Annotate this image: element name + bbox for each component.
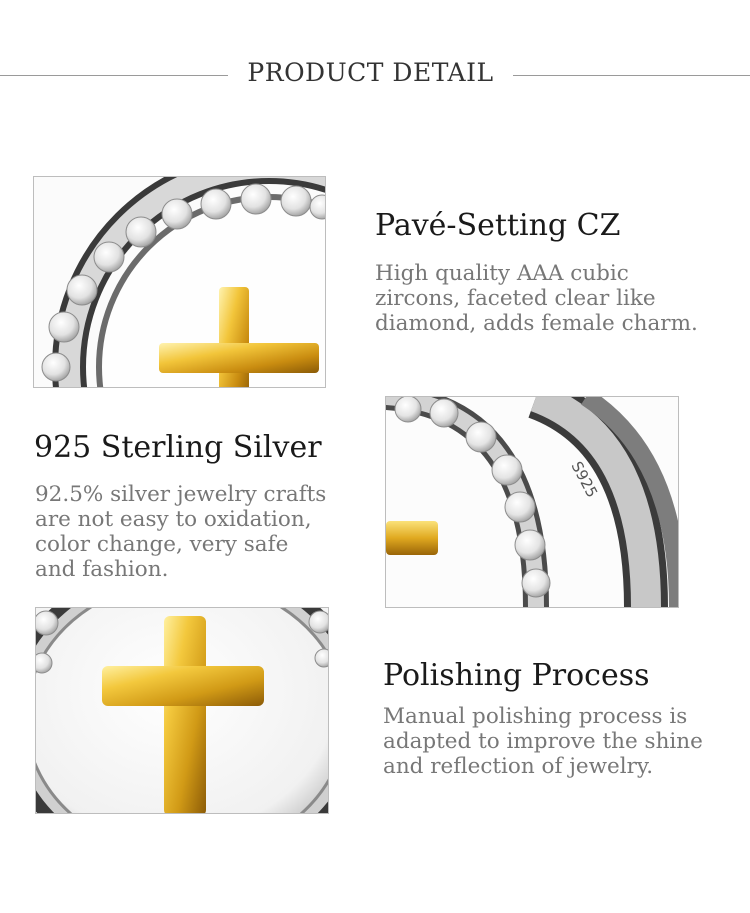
header-divider-right — [513, 75, 750, 76]
feature-title-polishing: Polishing Process — [383, 658, 650, 693]
header-divider-left — [0, 75, 228, 76]
feature-title-silver: 925 Sterling Silver — [34, 430, 322, 465]
feature-description-pave: High quality AAA cubic zircons, faceted clear like diamond, adds female charm. — [375, 261, 698, 336]
cz-pave-closeup-image — [33, 176, 326, 388]
feature-title-pave: Pavé-Setting CZ — [375, 208, 621, 243]
charm-side-closeup-image — [385, 396, 679, 608]
gold-cross-closeup-image — [35, 607, 329, 814]
gold-cross-arm — [386, 521, 438, 555]
s925-stamp: S925 — [567, 458, 602, 501]
feature-description-polishing: Manual polishing process is adapted to improve the shine and reflection of jewelry. — [383, 704, 703, 779]
feature-description-silver: 92.5% silver jewelry crafts are not easy to oxidation, color change, very safe and fashion. — [35, 482, 327, 582]
section-title: PRODUCT DETAIL — [247, 58, 494, 87]
